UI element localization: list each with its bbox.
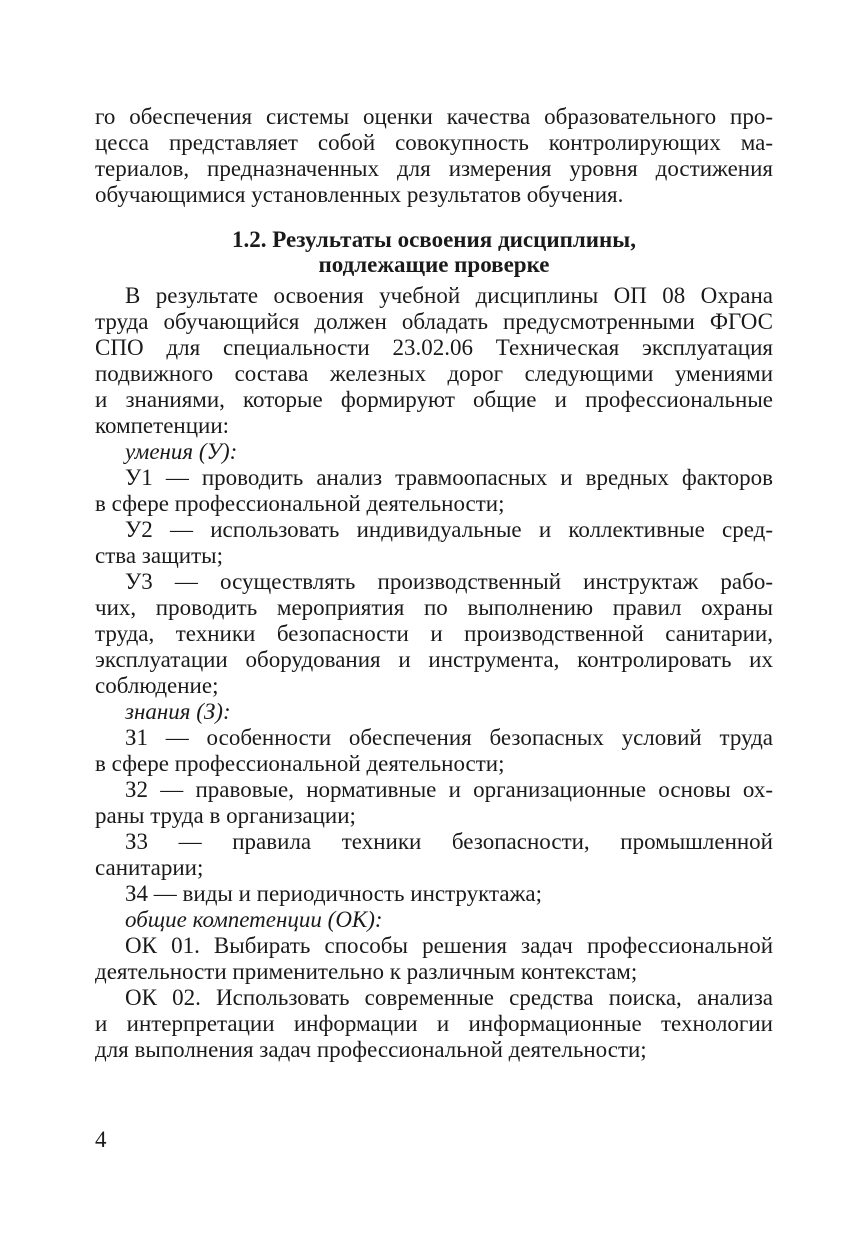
text-line: и интерпретации информации и информационные технологии [95, 1011, 773, 1036]
text-line: раны труда в организации; [95, 803, 356, 828]
list-label [95, 439, 773, 465]
text-line: З1 — особенности обеспечения безопасных условий труда [125, 725, 773, 750]
paragraph [95, 465, 773, 517]
text-line: го обеспечения системы оценки качества образовательного про- [95, 104, 773, 129]
paragraph [95, 985, 773, 1063]
text-line: З4 — виды и периодичность инструктажа; [125, 881, 543, 906]
text-line: териалов, предназначенных для измерения уровня достижения [95, 156, 773, 181]
text-line: соблюдение; [95, 673, 219, 698]
text-line: У2 — использовать индивидуальные и коллективные сред- [125, 517, 773, 542]
heading-line: 1.2. Результаты освоения дисциплины, [232, 227, 636, 252]
text-line: знания (З): [125, 699, 231, 724]
text-line: ОК 02. Использовать современные средства поиска, анализа [125, 985, 773, 1010]
section-heading [95, 227, 773, 277]
text-line: компетенции: [95, 413, 230, 438]
paragraph [95, 283, 773, 439]
list-label [95, 907, 773, 933]
text-line: В результате освоения учебной дисциплины ОП 08 Охрана [125, 283, 773, 308]
text-line: ОК 01. Выбирать способы решения задач профессиональной [125, 933, 773, 958]
text-line: для выполнения задач профессиональной деятельности; [95, 1037, 647, 1062]
text-line: цесса представляет собой совокупность контролирующих ма- [95, 130, 773, 155]
text-line: У1 — проводить анализ травмоопасных и вредных факторов [125, 465, 773, 490]
intro-paragraph [95, 104, 773, 208]
text-line: ства защиты; [95, 543, 223, 568]
text-line: и знаниями, которые формируют общие и профессиональные [95, 387, 773, 412]
page-number: 4 [95, 1127, 107, 1152]
text-line: труда, техники безопасности и производственной санитарии, [95, 621, 773, 646]
text-line: умения (У): [125, 439, 238, 464]
text-line: чих, проводить мероприятия по выполнению правил охраны [95, 595, 773, 620]
paragraph [95, 777, 773, 829]
text-line: подвижного состава железных дорог следующими умениями [95, 361, 773, 386]
text-line: эксплуатации оборудования и инструмента, контролировать их [95, 647, 773, 672]
text-line: труда обучающийся должен обладать предусмотренными ФГОС [95, 309, 773, 334]
text-line: СПО для специальности 23.02.06 Техническая эксплуатация [95, 335, 773, 360]
paragraph [95, 933, 773, 985]
paragraph [95, 829, 773, 881]
text-line: санитарии; [95, 855, 204, 880]
heading-line: подлежащие проверке [318, 252, 550, 277]
text-line: общие компетенции (ОК): [125, 907, 383, 932]
text-line: деятельности применительно к различным контекстам; [95, 959, 638, 984]
text-line: в сфере профессиональной деятельности; [95, 751, 505, 776]
text-line: У3 — осуществлять производственный инструктаж рабо- [125, 569, 773, 594]
text-line: З2 — правовые, нормативные и организационные основы ох- [125, 777, 773, 802]
text-line: З3 — правила техники безопасности, промышленной [125, 829, 773, 854]
text-line: в сфере профессиональной деятельности; [95, 491, 505, 516]
section-content [95, 283, 773, 1063]
paragraph [95, 881, 773, 907]
paragraph [95, 569, 773, 699]
page-body [95, 104, 773, 1063]
paragraph [95, 725, 773, 777]
text-line: обучающимися установленных результатов обучения. [95, 182, 624, 207]
list-label [95, 699, 773, 725]
paragraph [95, 517, 773, 569]
